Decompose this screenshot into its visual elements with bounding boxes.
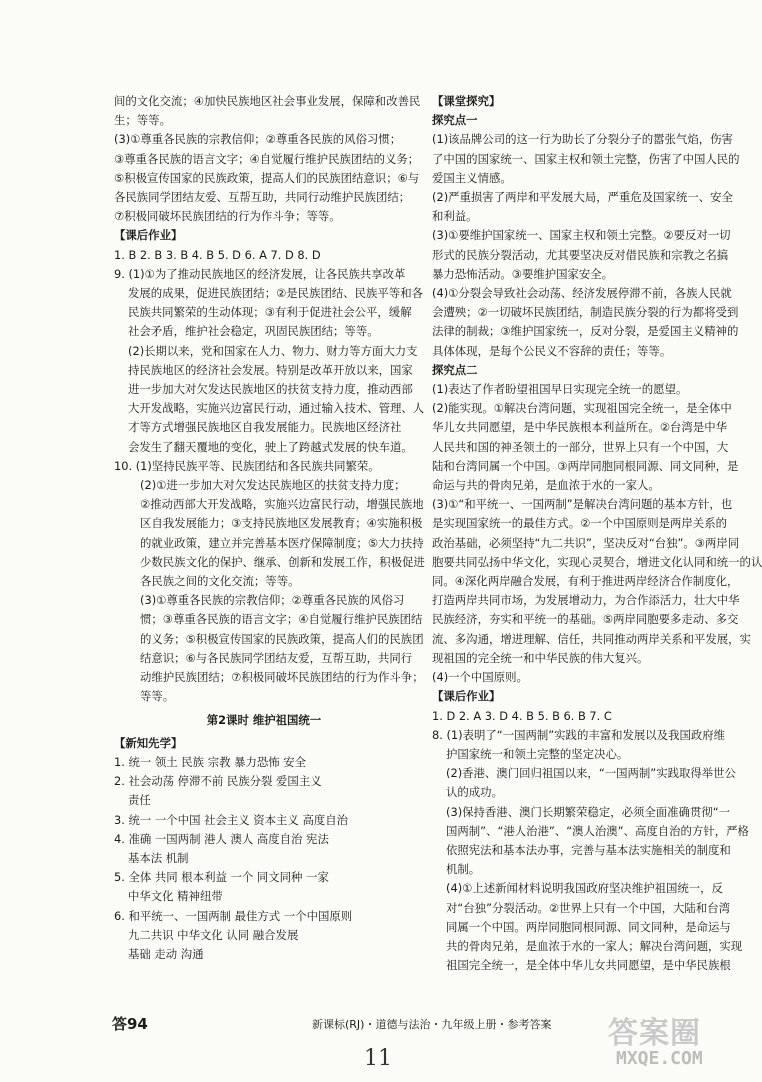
text-line: 对“台独”分裂活动。②世界上只有一个中国，大陆和台湾 bbox=[446, 900, 730, 915]
text-line: 是实现国家统一的最佳方式。②一个中国原则是两岸关系的 bbox=[432, 516, 727, 531]
text-line: (4)①分裂会导致社会动荡、经济发展停滞不前，各族人民就 bbox=[432, 286, 732, 301]
watermark-logo-text: 答案圈 bbox=[608, 1016, 701, 1051]
page-number: 答94 bbox=[112, 1015, 148, 1033]
text-line: 10. (1)坚持民族平等、民族团结和各民族共同繁荣。 bbox=[114, 458, 380, 473]
text-line: 才等方式增强民族地区自我发展能力。民族地区经济社 bbox=[128, 420, 402, 435]
text-line: 祖国完全统一，是全体中华儿女共同愿望，是中华民族根 bbox=[446, 958, 731, 973]
text-line: 5. 全体 共同 根本利益 一个 同文同种 一家 bbox=[114, 870, 329, 885]
text-line: 1. B 2. B 3. B 4. B 5. D 6. A 7. D 8. D bbox=[114, 247, 321, 262]
subsection-heading: 探究点二 bbox=[432, 362, 478, 377]
section-heading: 【课堂探究】 bbox=[432, 94, 501, 108]
text-line: 打造两岸共同市场，为发展增动力，为合作添活力，壮大中华 bbox=[432, 593, 740, 608]
text-line: 同。④深化两岸融合发展，有利于推进两岸经济合作制度化， bbox=[432, 574, 739, 589]
text-line: (1)该品牌公司的这一行为助长了分裂分子的嚣张气焰，伤害 bbox=[432, 132, 733, 147]
text-line: 6. 和平统一、一国两制 最佳方式 一个中国原则 bbox=[114, 908, 353, 923]
text-line: 3. 统一 一个中国 社会主义 资本主义 高度自治 bbox=[114, 812, 349, 827]
text-line: 政治基础，必须坚持“九二共识”，坚决反对“台独”。③两岸同 bbox=[432, 535, 740, 550]
text-line: (3)①“和平统一、一国两制”是解决台湾问题的基本方针，也 bbox=[432, 497, 733, 512]
text-line: 各民族之间的文化交流；等等。 bbox=[140, 574, 300, 589]
text-line: 现祖国的完全统一和中华民族的伟大复兴。 bbox=[432, 650, 649, 665]
text-line: 1. 统一 领土 民族 宗教 暴力恐怖 安全 bbox=[114, 754, 307, 769]
text-line: ⑤积极宣传国家的民族政策，提高人们的民族团结意识；⑥与 bbox=[114, 170, 420, 185]
text-line: 发展的成果，促进民族团结；②是民族团结、民族平等和各 bbox=[128, 286, 423, 301]
text-line: 和利益。 bbox=[432, 209, 478, 224]
section-heading: 【课后作业】 bbox=[114, 228, 183, 243]
text-line: 同属一个中国。两岸同胞同根同源、同文同种，是命运与 bbox=[446, 919, 731, 934]
text-line: 命运与共的骨肉兄弟，是血浓于水的一家人。 bbox=[432, 478, 660, 493]
text-line: 爱国主义情感。 bbox=[432, 170, 512, 185]
text-line: 生；等等。 bbox=[114, 113, 171, 128]
text-line: 惯；③尊重各民族的语言文字；④自觉履行维护民族团结 bbox=[140, 612, 423, 627]
text-line: 基础 走动 沟通 bbox=[128, 946, 204, 961]
text-line: 动维护民族团结；⑦积极同破坏民族团结的行为作斗争； bbox=[140, 670, 424, 685]
text-line: 各民族同学团结友爱、互帮互助，共同行动维护民族团结； bbox=[114, 190, 411, 205]
text-line: 结意识；⑥与各民族同学团结友爱，互帮互助，共同行 bbox=[140, 650, 413, 665]
text-line: (4)一个中国原则。 bbox=[432, 670, 528, 685]
text-line: (3)保持香港、澳门长期繁荣稳定，必须全面准确贯彻“一 bbox=[446, 804, 731, 819]
section-heading: 【课后作业】 bbox=[432, 689, 501, 704]
text-line: 基本法 机制 bbox=[128, 850, 189, 865]
text-line: 法律的制裁；③维护国家统一，反对分裂，是爱国主义精神的 bbox=[432, 324, 739, 339]
text-line: 等等。 bbox=[140, 689, 175, 704]
text-line: 2. 社会动荡 停滞不前 民族分裂 爱国主义 bbox=[114, 774, 322, 789]
text-line: 华儿女共同愿望，是中华民族根本利益所在。②台湾是中华 bbox=[432, 420, 727, 435]
text-line: 4. 准确 一国两制 港人 澳人 高度自治 宪法 bbox=[114, 831, 329, 846]
text-line: 暴力恐怖活动。③要维护国家安全。 bbox=[432, 266, 614, 281]
text-line: 护国家统一和领土完整的坚定决心。 bbox=[446, 746, 629, 761]
text-line: (2)能实现。①解决台湾问题，实现祖国完全统一，是全体中 bbox=[432, 401, 732, 416]
text-line: (4)①上述新闻材料说明我国政府坚决维护祖国统一，反 bbox=[446, 881, 723, 896]
left-column bbox=[114, 92, 425, 964]
text-line: 流、多沟通，增进理解、信任，共同推动两岸关系和平发展，实 bbox=[432, 631, 751, 646]
text-line: 区自我发展能力；③支持民族地区发展教育；④实施积极 bbox=[140, 516, 423, 531]
book-series-title: 新课标(RJ)・道德与法治・九年级上册・参考答案 bbox=[312, 1018, 552, 1031]
text-line: 会遭殃；②一切破坏民族团结，制造民族分裂的行为都将受到 bbox=[432, 305, 739, 320]
text-line: (2)长期以来，党和国家在人力、物力、财力等方面大力支 bbox=[128, 343, 418, 358]
text-line: 形式的民族分裂活动，尤其要坚决反对借民族和宗教之名搞 bbox=[432, 247, 729, 262]
text-line: ③尊重各民族的语言文字；④自觉履行维护民族团结的义务； bbox=[114, 151, 420, 166]
watermark-logo bbox=[602, 1008, 722, 1074]
text-line: 9. (1)①为了推动民族地区的经济发展，让各民族共享改革 bbox=[114, 266, 406, 281]
text-line: (3)①尊重各民族的宗教信仰；②尊重各民族的风俗习惯； bbox=[114, 132, 402, 147]
text-line: 大开发战略，实施兴边富民行动，通过输入技术、管理、人 bbox=[128, 401, 425, 416]
text-line: 社会矛盾，维护社会稳定，巩固民族团结；等等。 bbox=[128, 324, 379, 339]
text-line: (2)香港、澳门回归祖国以来，“一国两制”实践取得举世公 bbox=[446, 766, 736, 781]
text-line: (3)①要维护国家统一、国家主权和领土完整。②要反对一切 bbox=[432, 228, 731, 243]
text-line: 8. (1)表明了“一国两制”实践的丰富和发展以及我国政府维 bbox=[432, 727, 726, 742]
text-line: 民族共同繁荣的生动体现；③有利于促进社会公平，缓解 bbox=[128, 305, 412, 320]
text-line: 持民族地区的经济社会发展。特别是改革开放以来，国家 bbox=[128, 362, 413, 377]
right-column bbox=[432, 92, 762, 975]
text-line: (1)表达了作者盼望祖国早日实现完全统一的愿望。 bbox=[432, 382, 688, 397]
page-footer bbox=[112, 1011, 672, 1037]
text-line: 了中国的国家统一、国家主权和领土完整，伤害了中国人民的 bbox=[432, 151, 740, 166]
text-line: 人民共和国的神圣领土的一部分，世界上只有一个中国，大 bbox=[432, 439, 729, 454]
text-line: 认的成功。 bbox=[446, 785, 503, 800]
text-line: 陆和台湾同属一个中国。③两岸同胞同根同源、同文同种，是 bbox=[432, 458, 739, 473]
text-line: 国两制”、“港人治港”、“澳人治澳”、高度自治的方针，严格 bbox=[446, 823, 749, 838]
text-line: (3)①尊重各民族的宗教信仰；②尊重各民族的风俗习 bbox=[140, 593, 405, 608]
text-line: 进一步加大对欠发达民族地区的扶贫支持力度，推动西部 bbox=[128, 382, 413, 397]
text-line: (2)严重损害了两岸和平发展大局，严重危及国家统一、安全 bbox=[432, 190, 733, 205]
text-line: 的义务；⑤积极宣传国家的民族政策，提高人们的民族团 bbox=[140, 631, 424, 646]
handwritten-mark: 11 bbox=[364, 1046, 392, 1071]
text-line: 少数民族文化的保护、继承、创新和发展工作，积极促进 bbox=[140, 554, 425, 569]
section-heading: 【新知先学】 bbox=[114, 735, 183, 750]
text-line: 的就业政策，建立并完善基本医疗保障制度；⑤大力扶持 bbox=[140, 535, 424, 550]
text-line: ②推动西部大开发战略，实施兴边富民行动，增强民族地 bbox=[140, 497, 424, 512]
text-line: 依照宪法和基本法办事，完善与基本法实施相关的制度和 bbox=[446, 842, 731, 857]
watermark-url: MXQE.COM bbox=[616, 1048, 703, 1069]
text-line: 民族经济，夯实和平统一的基础。⑤两岸同胞要多走动、多交 bbox=[432, 612, 739, 627]
text-line: 机制。 bbox=[446, 862, 481, 877]
text-line: 1. D 2. A 3. D 4. B 5. B 6. B 7. C bbox=[432, 708, 612, 723]
text-line: 胞要共同弘扬中华文化，实现心灵契合，增进文化认同和统一的认 bbox=[432, 554, 762, 569]
lesson-title: 第2课时 维护祖国统一 bbox=[206, 712, 322, 727]
text-line: 间的文化交流；④加快民族地区社会事业发展，保障和改善民 bbox=[114, 94, 421, 108]
text-line: 责任 bbox=[128, 793, 151, 808]
text-line: 会发生了翻天覆地的变化，驶上了跨越式发展的快车道。 bbox=[128, 439, 413, 454]
text-line: ⑦积极同破坏民族团结的行为作斗争；等等。 bbox=[114, 209, 341, 224]
text-line: 具体体现，是每个公民义不容辞的责任；等等。 bbox=[432, 343, 672, 358]
text-line: 中华文化 精神纽带 bbox=[128, 889, 223, 904]
subsection-heading: 探究点一 bbox=[432, 113, 478, 128]
text-line: (2)①进一步加大对欠发达民族地区的扶贫支持力度； bbox=[140, 478, 406, 493]
text-line: 九二共识 中华文化 认同 融合发展 bbox=[128, 927, 299, 942]
text-line: 共的骨肉兄弟，是血浓于水的一家人；解决台湾问题，实现 bbox=[446, 938, 743, 953]
